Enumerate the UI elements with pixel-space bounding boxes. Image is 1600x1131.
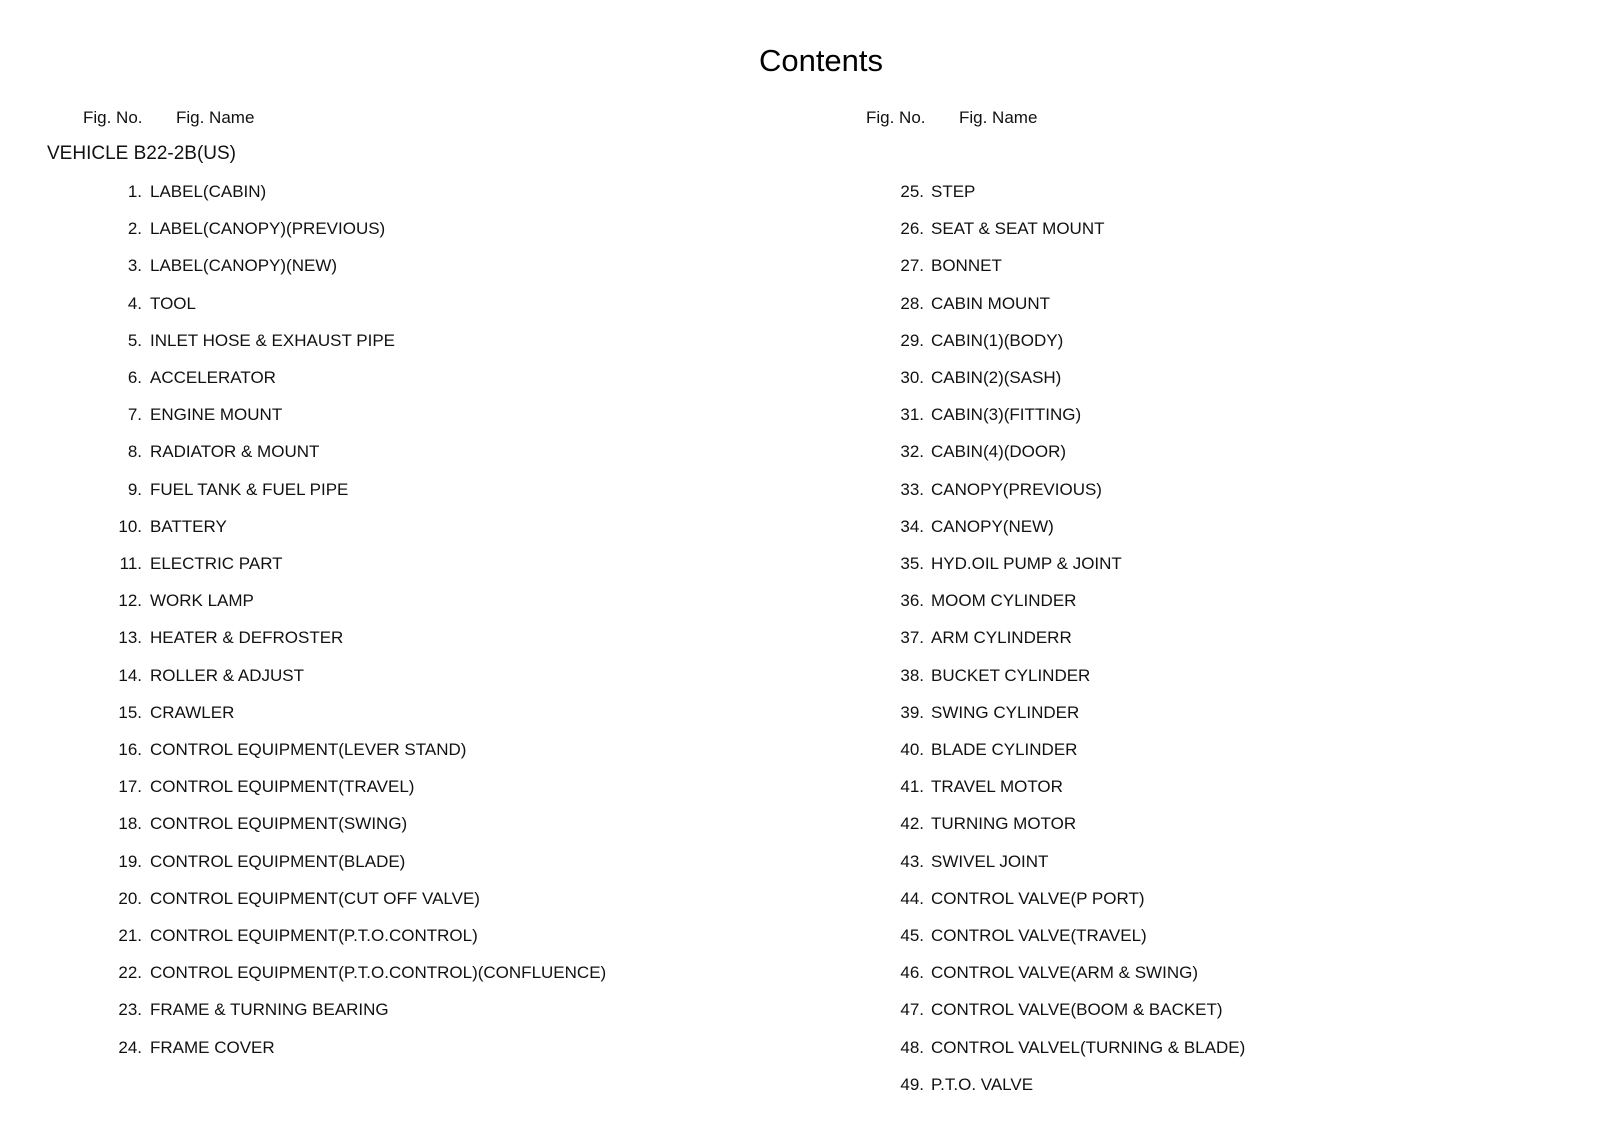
fig-number: 20. xyxy=(118,888,142,908)
fig-name: FRAME COVER xyxy=(150,1037,275,1057)
toc-entry[interactable] xyxy=(784,552,1484,576)
toc-entry[interactable] xyxy=(0,664,700,688)
toc-entry[interactable] xyxy=(784,664,1484,688)
fig-name: INLET HOSE & EXHAUST PIPE xyxy=(150,330,396,350)
fig-name: CONTROL EQUIPMENT(TRAVEL) xyxy=(150,777,415,797)
section-title: VEHICLE B22-2B(US) xyxy=(47,143,237,164)
fig-name: BATTERY xyxy=(150,516,227,536)
toc-entry[interactable] xyxy=(0,478,700,502)
toc-entry[interactable] xyxy=(784,887,1484,911)
fig-name: FUEL TANK & FUEL PIPE xyxy=(150,479,349,499)
fig-number: 16. xyxy=(118,740,142,759)
fig-name: CABIN(3)(FITTING) xyxy=(931,405,1082,425)
fig-no-header: Fig. No. xyxy=(866,108,926,127)
fig-number: 28. xyxy=(900,293,924,313)
fig-name: RADIATOR & MOUNT xyxy=(150,442,320,462)
fig-name: CONTROL EQUIPMENT(CUT OFF VALVE) xyxy=(150,888,480,908)
fig-number: 26. xyxy=(900,219,924,239)
fig-name: HEATER & DEFROSTER xyxy=(150,628,344,648)
toc-entry[interactable] xyxy=(0,626,700,650)
toc-entry[interactable] xyxy=(0,775,700,799)
toc-entry[interactable] xyxy=(784,366,1484,390)
fig-name: TOOL xyxy=(150,293,196,313)
fig-number: 41. xyxy=(900,777,924,797)
toc-entry[interactable] xyxy=(0,366,700,390)
fig-name: STEP xyxy=(931,182,976,201)
fig-name: CONTROL EQUIPMENT(P.T.O.CONTROL)(CONFLUENCE) xyxy=(150,963,607,983)
fig-number: 2. xyxy=(127,219,142,239)
fig-number: 27. xyxy=(900,256,924,276)
fig-name: ACCELERATOR xyxy=(150,368,276,387)
toc-entry[interactable] xyxy=(784,589,1484,613)
toc-entry[interactable] xyxy=(784,1073,1484,1097)
fig-name: ROLLER & ADJUST xyxy=(150,665,304,685)
toc-entry[interactable] xyxy=(784,701,1484,725)
toc-entry[interactable] xyxy=(784,403,1484,427)
fig-number: 19. xyxy=(118,851,142,871)
toc-entry[interactable] xyxy=(784,217,1484,241)
fig-name-header: Fig. Name xyxy=(176,108,255,127)
fig-number: 39. xyxy=(900,702,924,722)
toc-entry[interactable] xyxy=(784,329,1484,353)
fig-number: 31. xyxy=(900,405,924,425)
toc-entry[interactable] xyxy=(784,478,1484,502)
fig-number: 44. xyxy=(900,888,924,908)
fig-number: 1. xyxy=(127,182,142,201)
fig-number: 34. xyxy=(900,516,924,536)
toc-entry[interactable] xyxy=(0,254,700,278)
toc-entry[interactable] xyxy=(0,961,700,985)
toc-entry[interactable] xyxy=(0,850,700,874)
left-contents-column xyxy=(0,0,700,1131)
fig-name: HYD.OIL PUMP & JOINT xyxy=(931,554,1122,573)
fig-name: SWIVEL JOINT xyxy=(931,851,1049,871)
fig-name: CABIN MOUNT xyxy=(931,293,1050,313)
toc-entry[interactable] xyxy=(784,440,1484,464)
fig-number: 14. xyxy=(118,665,142,685)
fig-name: CONTROL EQUIPMENT(LEVER STAND) xyxy=(150,740,467,759)
fig-number: 3. xyxy=(127,256,142,276)
toc-entry[interactable] xyxy=(0,329,700,353)
fig-name: CANOPY(NEW) xyxy=(931,516,1054,536)
fig-name: ARM CYLINDERR xyxy=(931,628,1072,648)
fig-number: 29. xyxy=(900,330,924,350)
fig-name: TURNING MOTOR xyxy=(931,814,1077,834)
fig-name: CABIN(1)(BODY) xyxy=(931,330,1064,350)
fig-name: ENGINE MOUNT xyxy=(150,405,283,425)
toc-entry[interactable] xyxy=(784,850,1484,874)
toc-entry[interactable] xyxy=(0,1036,700,1060)
toc-entry[interactable] xyxy=(784,180,1484,204)
fig-number: 45. xyxy=(900,926,924,945)
fig-number: 24. xyxy=(118,1037,142,1057)
fig-number: 18. xyxy=(118,814,142,834)
fig-name: CONTROL VALVE(ARM & SWING) xyxy=(931,963,1198,983)
fig-number: 6. xyxy=(127,368,142,387)
fig-number: 32. xyxy=(900,442,924,462)
fig-name: CONTROL VALVEL(TURNING & BLADE) xyxy=(931,1037,1246,1057)
fig-name: LABEL(CABIN) xyxy=(150,182,267,201)
toc-entry[interactable] xyxy=(0,217,700,241)
toc-entry[interactable] xyxy=(784,812,1484,836)
fig-name: SEAT & SEAT MOUNT xyxy=(931,219,1105,239)
toc-entry[interactable] xyxy=(0,998,700,1022)
toc-entry[interactable] xyxy=(0,403,700,427)
fig-number: 35. xyxy=(900,554,924,573)
fig-number: 22. xyxy=(118,963,142,983)
fig-name: FRAME & TURNING BEARING xyxy=(150,1000,389,1020)
toc-entry[interactable] xyxy=(784,626,1484,650)
fig-name: CONTROL EQUIPMENT(BLADE) xyxy=(150,851,406,871)
fig-number: 48. xyxy=(900,1037,924,1057)
fig-name: BUCKET CYLINDER xyxy=(931,665,1091,685)
fig-number: 49. xyxy=(900,1074,924,1094)
fig-number: 10. xyxy=(118,516,142,536)
toc-entry[interactable] xyxy=(784,1036,1484,1060)
toc-entry[interactable] xyxy=(0,515,700,539)
fig-number: 13. xyxy=(118,628,142,648)
toc-entry[interactable] xyxy=(0,887,700,911)
fig-number: 17. xyxy=(118,777,142,797)
fig-number: 33. xyxy=(900,479,924,499)
toc-entry[interactable] xyxy=(784,738,1484,762)
fig-name: LABEL(CANOPY)(PREVIOUS) xyxy=(150,219,386,239)
fig-number: 42. xyxy=(900,814,924,834)
fig-name: CONTROL EQUIPMENT(P.T.O.CONTROL) xyxy=(150,926,478,945)
fig-name: P.T.O. VALVE xyxy=(931,1074,1034,1094)
fig-name: CONTROL VALVE(TRAVEL) xyxy=(931,926,1147,945)
fig-number: 5. xyxy=(127,330,142,350)
fig-number: 46. xyxy=(900,963,924,983)
fig-name: CONTROL VALVE(BOOM & BACKET) xyxy=(931,1000,1223,1020)
fig-number: 47. xyxy=(900,1000,924,1020)
fig-number: 30. xyxy=(900,368,924,387)
fig-number: 25. xyxy=(900,182,924,201)
page-title: Contents xyxy=(758,43,884,78)
fig-name: CRAWLER xyxy=(150,702,235,722)
fig-number: 40. xyxy=(900,740,924,759)
toc-entry[interactable] xyxy=(784,775,1484,799)
toc-entry[interactable] xyxy=(784,961,1484,985)
toc-entry[interactable] xyxy=(784,998,1484,1022)
fig-number: 38. xyxy=(900,665,924,685)
fig-number: 11. xyxy=(119,554,142,573)
fig-name: LABEL(CANOPY)(NEW) xyxy=(150,256,338,276)
fig-name: CONTROL VALVE(P PORT) xyxy=(931,888,1145,908)
fig-name: CABIN(2)(SASH) xyxy=(931,368,1062,387)
right-contents-column xyxy=(784,0,1484,1131)
fig-number: 7. xyxy=(127,405,142,425)
fig-number: 4. xyxy=(127,293,142,313)
fig-name: WORK LAMP xyxy=(150,591,254,611)
toc-entry[interactable] xyxy=(0,292,700,316)
toc-entry[interactable] xyxy=(0,738,700,762)
toc-entry[interactable] xyxy=(784,292,1484,316)
toc-entry[interactable] xyxy=(0,552,700,576)
fig-number: 15. xyxy=(118,702,142,722)
toc-entry[interactable] xyxy=(0,440,700,464)
toc-entry[interactable] xyxy=(0,589,700,613)
fig-number: 9. xyxy=(127,479,142,499)
fig-no-header: Fig. No. xyxy=(83,108,143,127)
fig-number: 23. xyxy=(118,1000,142,1020)
fig-name-header: Fig. Name xyxy=(959,108,1038,127)
fig-number: 37. xyxy=(900,628,924,648)
toc-entry[interactable] xyxy=(0,924,700,948)
fig-name: CABIN(4)(DOOR) xyxy=(931,442,1067,462)
fig-name: CANOPY(PREVIOUS) xyxy=(931,479,1102,499)
fig-name: MOOM CYLINDER xyxy=(931,591,1077,611)
fig-number: 43. xyxy=(900,851,924,871)
fig-number: 21. xyxy=(118,926,142,945)
fig-name: CONTROL EQUIPMENT(SWING) xyxy=(150,814,408,834)
fig-name: TRAVEL MOTOR xyxy=(931,777,1063,797)
toc-entry[interactable] xyxy=(784,254,1484,278)
toc-entry[interactable] xyxy=(0,180,700,204)
fig-name: BLADE CYLINDER xyxy=(931,740,1078,759)
toc-entry[interactable] xyxy=(784,515,1484,539)
fig-number: 36. xyxy=(900,591,924,611)
toc-entry[interactable] xyxy=(0,701,700,725)
fig-name: BONNET xyxy=(931,256,1002,276)
toc-entry[interactable] xyxy=(784,924,1484,948)
fig-number: 12. xyxy=(118,591,142,611)
fig-number: 8. xyxy=(127,442,142,462)
toc-entry[interactable] xyxy=(0,812,700,836)
fig-name: SWING CYLINDER xyxy=(931,702,1080,722)
fig-name: ELECTRIC PART xyxy=(150,554,283,573)
